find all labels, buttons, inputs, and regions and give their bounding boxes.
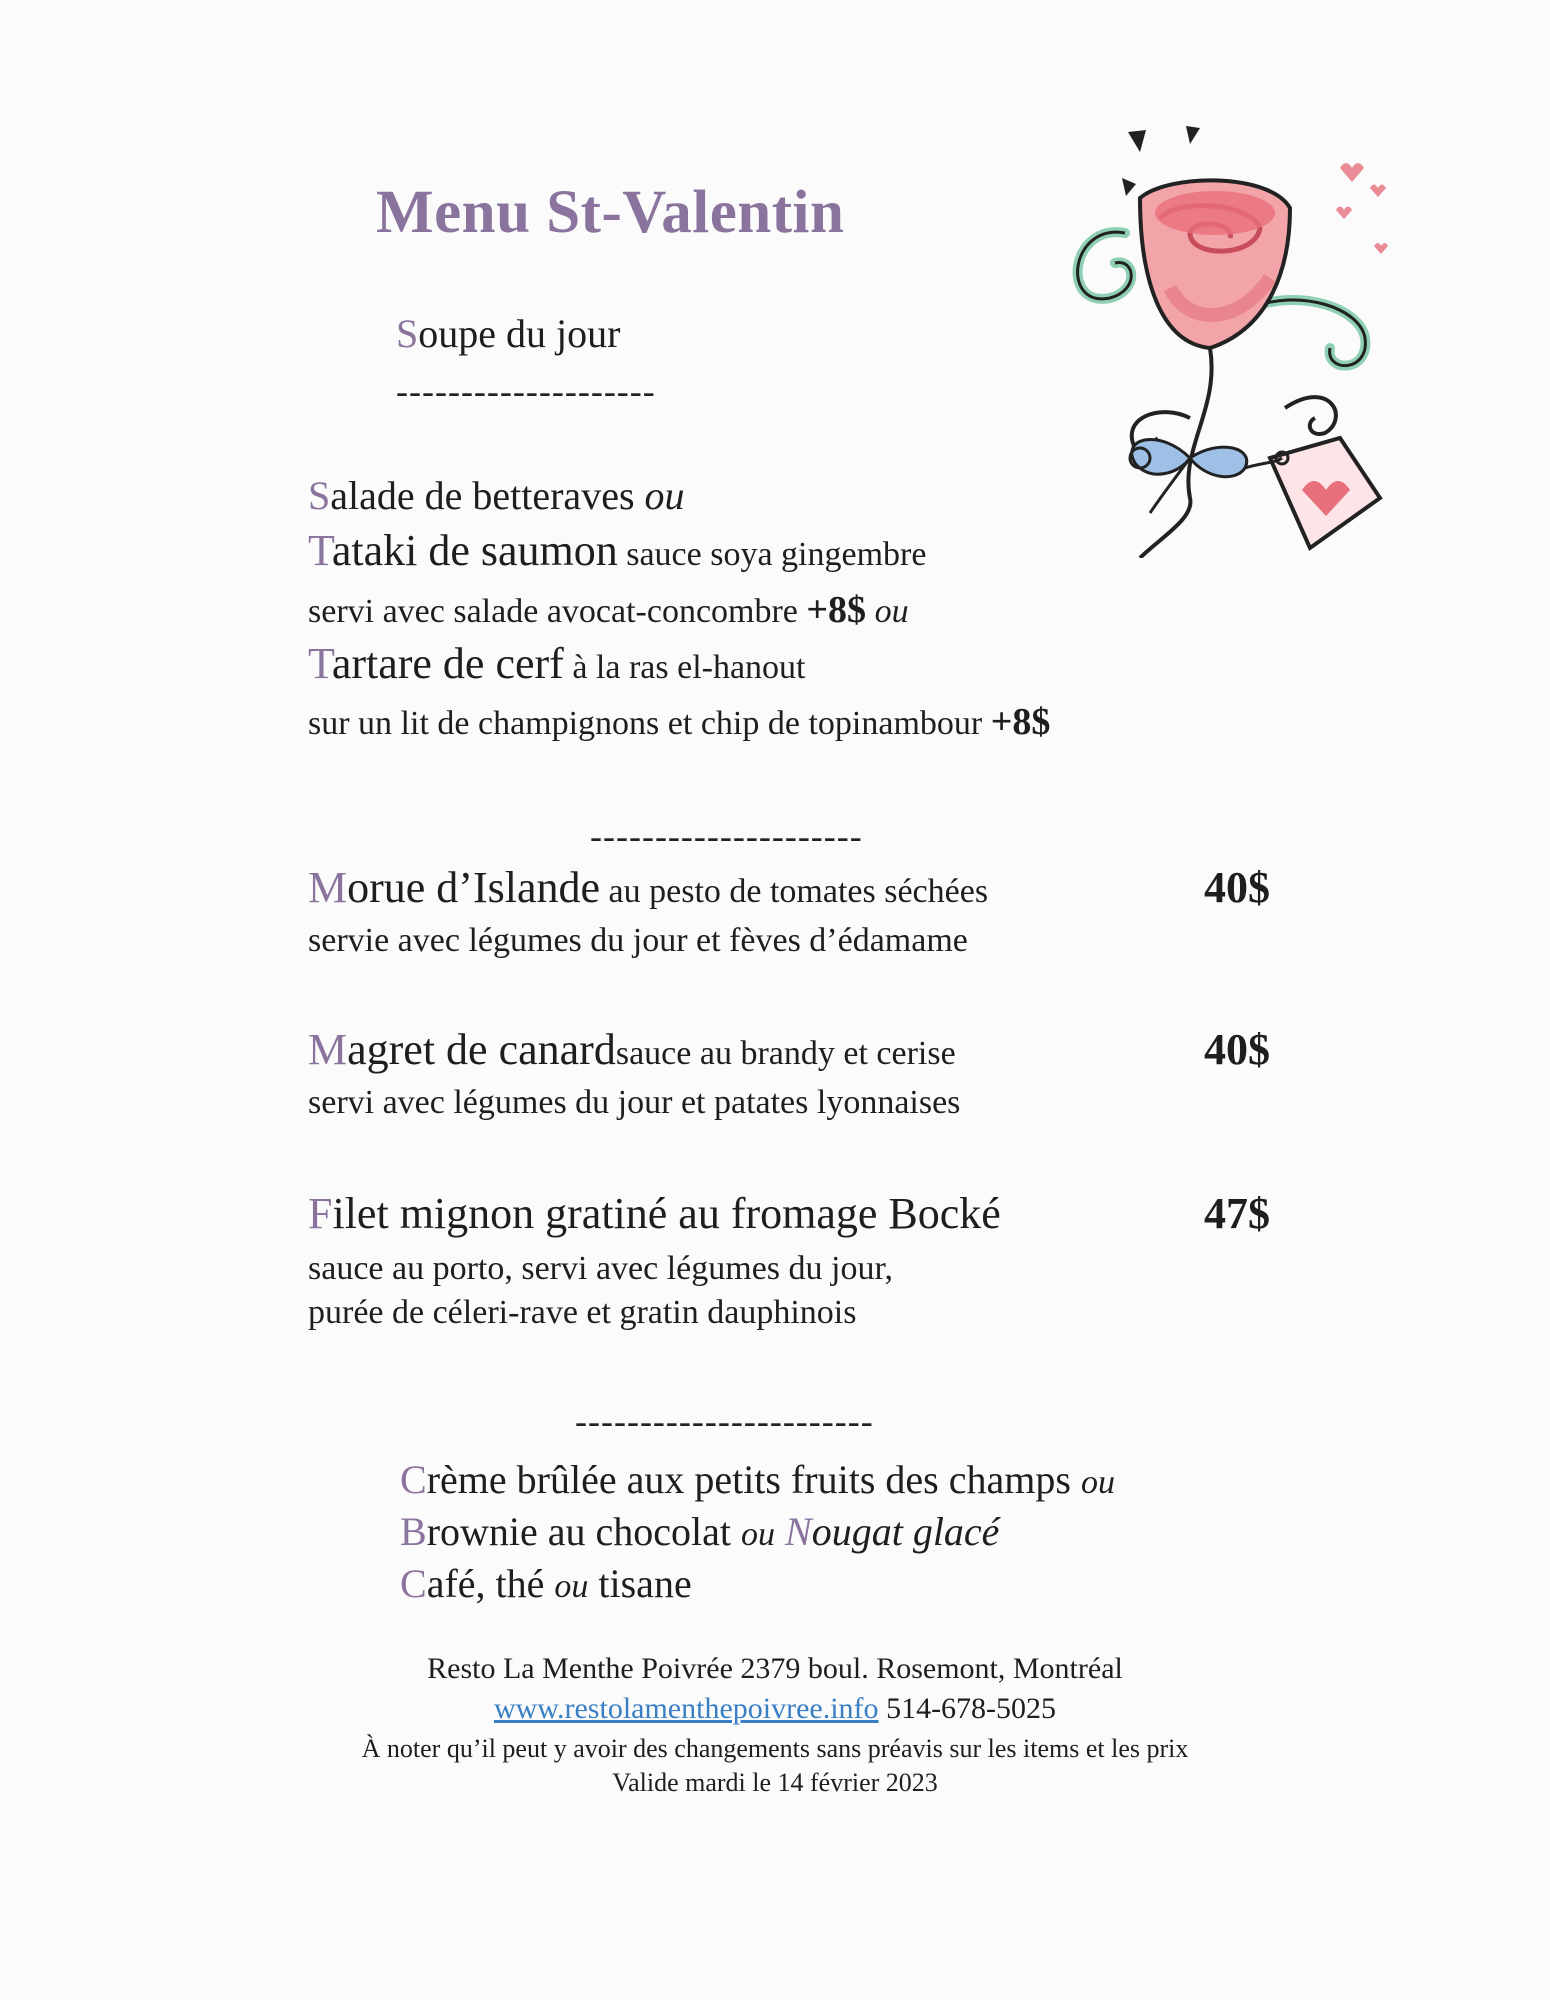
- restaurant-address: Resto La Menthe Poivrée 2379 boul. Rosemont, Montréal: [427, 1652, 1123, 1685]
- entree-tataki-detail-text: servi avec salade avocat-concombre: [308, 593, 807, 630]
- main-morue-desc: au pesto de tomates séchées: [600, 873, 989, 910]
- or-text: ou: [644, 473, 685, 518]
- phone-number: 514-678-5025: [878, 1692, 1057, 1725]
- soup-divider: --------------------: [396, 371, 656, 411]
- entree-tartare: [308, 638, 806, 689]
- main-filet: [308, 1188, 1001, 1239]
- dessert-nougat-label: ougat glacé: [811, 1509, 1000, 1554]
- or-text: ou: [1080, 1464, 1115, 1501]
- main-morue-name: orue d’Islande: [347, 863, 601, 912]
- divider-2: ---------------------: [590, 816, 863, 856]
- valid-date: Valide mardi le 14 février 2023: [612, 1768, 938, 1797]
- entree-salad-label: alade de betteraves: [330, 473, 645, 518]
- main-morue-initial: M: [308, 863, 348, 912]
- dessert-creme-label: rème brûlée aux petits fruits des champs: [426, 1457, 1081, 1502]
- main-magret-detail: servi avec légumes du jour et patates lyonnaises: [308, 1084, 961, 1121]
- change-notice: À noter qu’il peut y avoir des changements sans préavis sur les items et les prix: [361, 1734, 1189, 1763]
- main-magret-desc: sauce au brandy et cerise: [615, 1035, 956, 1072]
- entree-tartare-name: artare de cerf: [331, 639, 564, 688]
- entree-salad: [308, 472, 685, 519]
- or-text: ou: [866, 593, 909, 630]
- contact-line: [0, 1692, 1550, 1726]
- main-morue: [308, 862, 988, 913]
- dessert-creme-brulee: [400, 1456, 1115, 1503]
- or-text: ou: [741, 1516, 776, 1553]
- main-filet-price: 47$: [1204, 1189, 1270, 1238]
- entree-tataki-initial: T: [308, 526, 332, 575]
- main-magret: [308, 1024, 956, 1075]
- rose-with-hearts-and-ribbon-icon: [1040, 118, 1420, 558]
- dessert-drinks-initial: C: [400, 1561, 427, 1606]
- main-morue-price: 40$: [1204, 863, 1270, 912]
- dessert-brownie-initial: B: [400, 1509, 427, 1554]
- main-filet-detail-2: purée de céleri-rave et gratin dauphinois: [308, 1294, 857, 1331]
- soup-line: [396, 310, 620, 357]
- entree-tataki-desc: sauce soya gingembre: [617, 536, 927, 573]
- main-filet-detail-1: sauce au porto, servi avec légumes du jour,: [308, 1250, 893, 1287]
- main-magret-name: agret de canard: [347, 1025, 616, 1074]
- soup-initial: S: [396, 311, 419, 356]
- entree-tartare-desc: à la ras el-hanout: [563, 649, 806, 686]
- or-text: ou: [554, 1568, 589, 1605]
- main-magret-price: 40$: [1204, 1025, 1270, 1074]
- entree-tataki-surcharge: +8$: [806, 589, 867, 631]
- entree-tataki: [308, 525, 926, 576]
- entree-tataki-detail: [308, 588, 909, 632]
- dessert-nougat-initial: N: [785, 1509, 812, 1554]
- page-title: Menu St-Valentin: [376, 179, 845, 246]
- soup-label: oupe du jour: [418, 311, 621, 356]
- entree-tartare-initial: T: [308, 639, 332, 688]
- dessert-creme-initial: C: [400, 1457, 427, 1502]
- divider-3: -----------------------: [575, 1401, 874, 1441]
- dessert-drinks: [400, 1560, 692, 1607]
- main-magret-initial: M: [308, 1025, 348, 1074]
- main-filet-name: ilet mignon gratiné au fromage Bocké: [332, 1189, 1001, 1238]
- website-link[interactable]: www.restolamenthepoivree.info: [493, 1692, 879, 1725]
- dessert-drinks-label: afé, thé: [426, 1561, 555, 1606]
- entree-tataki-name: ataki de saumon: [331, 526, 618, 575]
- main-filet-initial: F: [308, 1189, 333, 1238]
- entree-tartare-surcharge: +8$: [990, 701, 1051, 743]
- dessert-brownie-label: rownie au chocolat: [426, 1509, 742, 1554]
- dessert-brownie: [400, 1508, 999, 1555]
- dessert-tisane-label: tisane: [588, 1561, 692, 1606]
- entree-tartare-detail-text: sur un lit de champignons et chip de topinambour: [308, 705, 991, 742]
- entree-tartare-detail: [308, 700, 1050, 744]
- entree-salad-initial: S: [308, 473, 331, 518]
- main-morue-detail: servie avec légumes du jour et fèves d’édamame: [308, 922, 968, 959]
